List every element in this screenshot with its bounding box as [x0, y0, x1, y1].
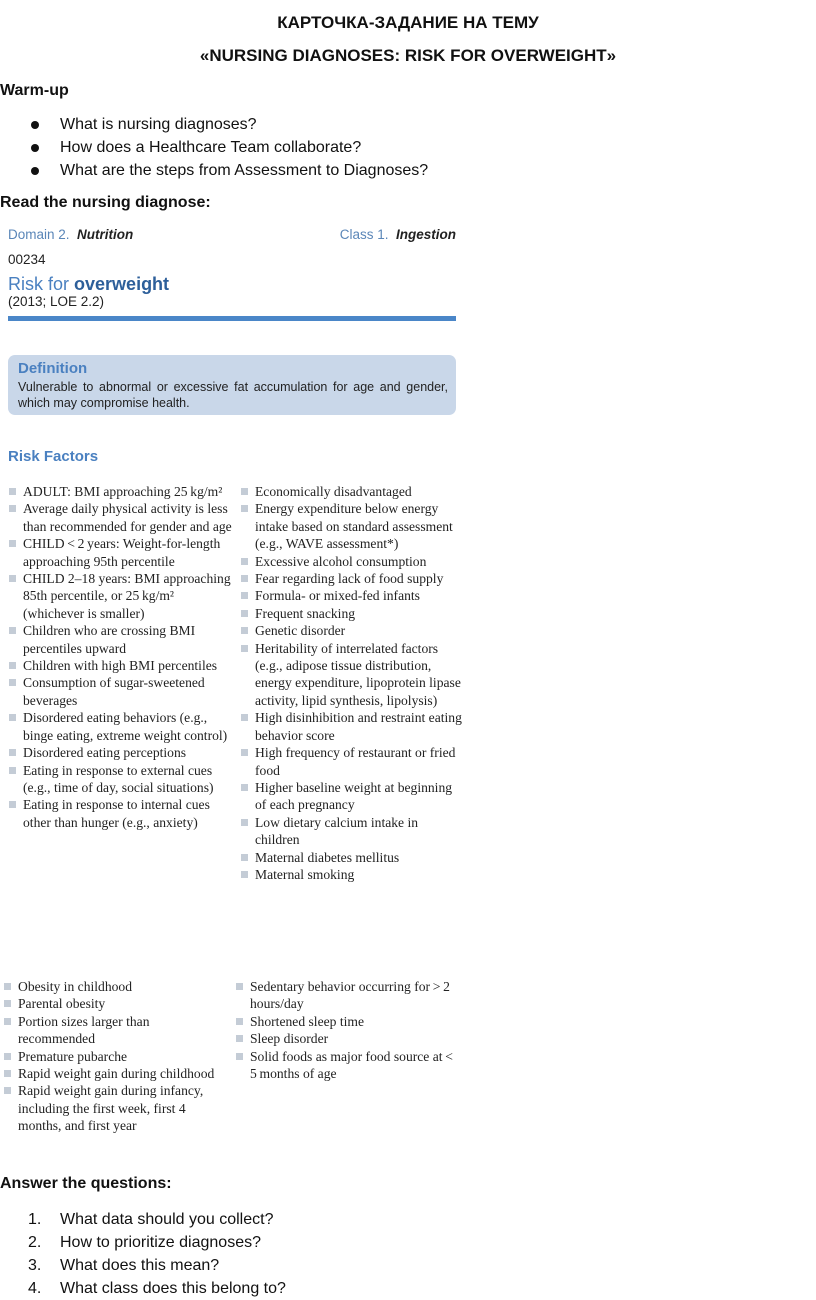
question-item: 2. How to prioritize diagnoses? — [28, 1234, 261, 1251]
warmup-heading: Warm-up — [0, 82, 69, 99]
risk-factor-item: Premature pubarche — [3, 1048, 225, 1065]
square-bullet-icon — [9, 767, 16, 774]
class-label: Class 1. — [339, 227, 389, 242]
risk-factor-item: Frequent snacking — [240, 605, 464, 622]
square-bullet-icon — [236, 1018, 243, 1025]
square-bullet-icon — [241, 784, 248, 791]
square-bullet-icon — [9, 627, 16, 634]
risk-factor-item: Sedentary behavior occurring for > 2 hours/day — [235, 978, 459, 1013]
square-bullet-icon — [241, 871, 248, 878]
risk-factors-col-2 — [240, 483, 464, 883]
square-bullet-icon — [241, 488, 248, 495]
risk-factor-item: Children with high BMI percentiles — [8, 657, 232, 674]
risk-factor-item: Energy expenditure below energy intake based on standard assessment (e.g., WAVE assessment*) — [240, 500, 464, 552]
square-bullet-icon — [4, 983, 11, 990]
divider — [8, 316, 456, 321]
square-bullet-icon — [241, 610, 248, 617]
square-bullet-icon — [236, 1053, 243, 1060]
risk-factor-item: Eating in response to external cues (e.g., time of day, social situations) — [8, 762, 232, 797]
diagnosis-subtitle: (2013; LOE 2.2) — [8, 294, 105, 309]
question-item: 4. What class does this belong to? — [28, 1280, 286, 1297]
risk-factor-item: Disordered eating perceptions — [8, 744, 232, 761]
risk-factor-item: Consumption of sugar-sweetened beverages — [8, 674, 232, 709]
square-bullet-icon — [9, 714, 16, 721]
domain-info — [8, 227, 133, 242]
square-bullet-icon — [241, 575, 248, 582]
risk-factors-col-3 — [3, 978, 225, 1135]
warmup-item: What is nursing diagnoses? — [0, 113, 428, 136]
risk-factor-item: Maternal diabetes mellitus — [240, 849, 464, 866]
risk-factor-item: Excessive alcohol consumption — [240, 553, 464, 570]
read-heading: Read the nursing diagnose: — [0, 194, 211, 211]
diagnosis-excerpt — [8, 222, 456, 465]
risk-factor-item: CHILD 2–18 years: BMI approaching 85th percentile, or 25 kg/m² (whichever is smaller) — [8, 570, 232, 622]
risk-factor-item: High frequency of restaurant or fried food — [240, 744, 464, 779]
risk-factor-item: Higher baseline weight at beginning of each pregnancy — [240, 779, 464, 814]
risk-factor-item: Average daily physical activity is less than recommended for gender and age — [8, 500, 232, 535]
class-info — [340, 227, 456, 242]
domain-class-row — [8, 222, 456, 246]
risk-factor-item: Disordered eating behaviors (e.g., binge eating, extreme weight control) — [8, 709, 232, 744]
question-item: 1. What data should you collect? — [28, 1211, 274, 1228]
warmup-list — [0, 113, 428, 182]
warmup-item: How does a Healthcare Team collaborate? — [0, 136, 428, 159]
square-bullet-icon — [9, 749, 16, 756]
risk-factor-item: Formula- or mixed-fed infants — [240, 587, 464, 604]
risk-factor-item: High disinhibition and restraint eating behavior score — [240, 709, 464, 744]
risk-factor-item: Genetic disorder — [240, 622, 464, 639]
risk-factor-item: Rapid weight gain during infancy, including the first week, first 4 months, and first year — [3, 1082, 225, 1134]
risk-factor-item: Fear regarding lack of food supply — [240, 570, 464, 587]
risk-factor-item: Heritability of interrelated factors (e.g., adipose tissue distribution, energy expenditure, lipoprotein lipase activity, lipid synthesis, lipolysis) — [240, 640, 464, 710]
risk-factors-col-1 — [8, 483, 232, 831]
definition-text: Vulnerable to abnormal or excessive fat accumulation for age and gender, which may compromise health. — [18, 380, 448, 410]
risk-factor-item: Maternal smoking — [240, 866, 464, 883]
square-bullet-icon — [241, 854, 248, 861]
square-bullet-icon — [241, 592, 248, 599]
square-bullet-icon — [241, 645, 248, 652]
definition-title: Definition — [18, 360, 88, 377]
square-bullet-icon — [241, 749, 248, 756]
square-bullet-icon — [9, 488, 16, 495]
risk-factor-item: ADULT: BMI approaching 25 kg/m² — [8, 483, 232, 500]
square-bullet-icon — [241, 819, 248, 826]
risk-factor-item: Rapid weight gain during childhood — [3, 1065, 225, 1082]
risk-factor-item: Solid foods as major food source at < 5 months of age — [235, 1048, 459, 1083]
question-list — [0, 1208, 286, 1300]
warmup-item: What are the steps from Assessment to Diagnoses? — [0, 159, 428, 182]
bullet-icon — [31, 167, 39, 175]
square-bullet-icon — [241, 558, 248, 565]
square-bullet-icon — [9, 540, 16, 547]
square-bullet-icon — [4, 1018, 11, 1025]
risk-factors-col-4 — [235, 978, 459, 1082]
domain-value: Nutrition — [77, 227, 134, 242]
square-bullet-icon — [4, 1070, 11, 1077]
risk-factor-item: Sleep disorder — [235, 1030, 459, 1047]
diagnosis-title: Risk for overweight — [8, 274, 170, 294]
square-bullet-icon — [4, 1000, 11, 1007]
question-item: 3. What does this mean? — [28, 1257, 220, 1274]
square-bullet-icon — [241, 714, 248, 721]
risk-factors-title: Risk Factors — [8, 448, 99, 465]
square-bullet-icon — [9, 679, 16, 686]
risk-factor-item: Eating in response to internal cues other than hunger (e.g., anxiety) — [8, 796, 232, 831]
square-bullet-icon — [4, 1087, 11, 1094]
square-bullet-icon — [236, 1035, 243, 1042]
answer-heading: Answer the questions: — [0, 1175, 172, 1192]
square-bullet-icon — [9, 801, 16, 808]
diagnosis-code: 00234 — [8, 252, 46, 267]
page-title: КАРТОЧКА-ЗАДАНИЕ НА ТЕМУ — [277, 13, 539, 32]
class-value: Ingestion — [396, 227, 456, 242]
page-subtitle: «NURSING DIAGNOSES: RISK FOR OVERWEIGHT» — [199, 46, 617, 65]
bullet-icon — [31, 121, 39, 129]
square-bullet-icon — [241, 505, 248, 512]
risk-factor-item: Portion sizes larger than recommended — [3, 1013, 225, 1048]
square-bullet-icon — [9, 575, 16, 582]
square-bullet-icon — [9, 662, 16, 669]
risk-factor-item: Parental obesity — [3, 995, 225, 1012]
square-bullet-icon — [236, 983, 243, 990]
definition-box — [8, 355, 456, 415]
domain-label: Domain 2. — [8, 227, 70, 242]
risk-factor-item: Low dietary calcium intake in children — [240, 814, 464, 849]
risk-factor-item: Economically disadvantaged — [240, 483, 464, 500]
risk-factor-item: Shortened sleep time — [235, 1013, 459, 1030]
risk-factor-item: Children who are crossing BMI percentiles upward — [8, 622, 232, 657]
risk-factor-item: CHILD < 2 years: Weight-for-length approaching 95th percentile — [8, 535, 232, 570]
risk-factor-item: Obesity in childhood — [3, 978, 225, 995]
square-bullet-icon — [9, 505, 16, 512]
square-bullet-icon — [4, 1053, 11, 1060]
bullet-icon — [31, 144, 39, 152]
square-bullet-icon — [241, 627, 248, 634]
